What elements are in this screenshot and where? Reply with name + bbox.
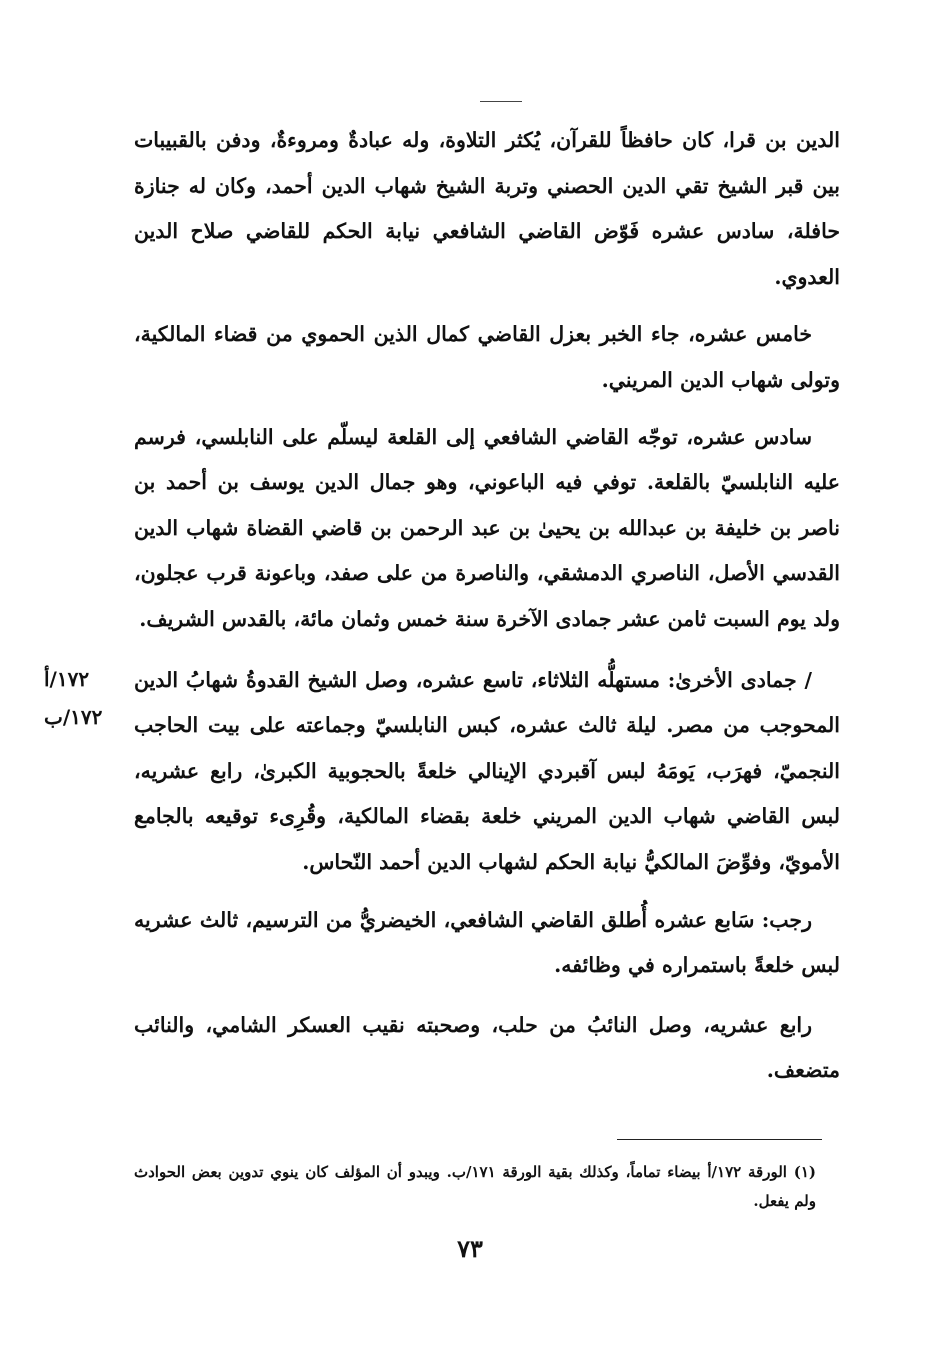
main-text	[134, 118, 840, 1094]
footnote-divider	[617, 1139, 822, 1140]
paragraph-continuation: الدين بن قرا، كان حافظاً للقرآن، يُكثر التلاوة، وله عبادةٌ ومروءةٌ، ودفن بالقبيبات بين قبر الشيخ تقي الدين الحصني وتربة الشيخ شهاب الدين أحمد، وكان له جنازة حافلة، سادس عشره فَوّض القاضي الشافعي نيابة الحكم للقاضي صلاح الدين العدوي.	[134, 128, 840, 289]
paragraph-twenty-fourth: رابع عشريه، وصل النائبُ من حلب، وصحبته نقيب العسكر الشامي، والنائب متضعف.	[134, 1012, 840, 1083]
paragraph-fifteenth: خامس عشره، جاء الخبر بعزل القاضي كمال الذين الحموي من قضاء المالكية، وتولى شهاب الدين المريني.	[134, 322, 840, 392]
folio-marker-b: ١٧٢/ب	[44, 705, 103, 729]
footnote: (١) الورقة ١٧٢/أ بيضاء تماماً، وكذلك بقية الورقة ١٧١/ب. ويبدو أن المؤلف كان ينوي تدوين بعض الحوادث ولم يفعل.	[134, 1163, 816, 1210]
paragraph-sixteenth: سادس عشره، توجّه القاضي الشافعي إلى القلعة ليسلّم على النابلسي، فرسم عليه النابلسيّ بالقلعة. توفي فيه الباعوني، وهو جمال الدين يوسف بن أحمد بن ناصر بن خليفة بن عبدالله بن يحيىٰ بن عبد الرحمن بن قاضي القضاة شهاب الدين القدسي الأصل، الناصري الدمشقي، والناصرة من على صفد، وباعونة قرب عجلون، ولد يوم السبت ثامن عشر جمادى الآخرة سنة خمس وثمان مائة، بالقدس الشريف.	[134, 424, 840, 631]
top-decorative-rule	[480, 101, 522, 102]
page-number: ٧٣	[457, 1234, 483, 1263]
paragraph-rajab: رجب: سَابع عشره أُطلق القاضي الشافعي، الخيضريُّ من الترسيم، ثالث عشريه لبس خلعةً باستمراره في وظائفه.	[134, 907, 840, 978]
paragraph-jumada: / جمادى الأخرىٰ: مستهلُّه الثلاثاء، تاسع عشره، وصل الشيخ القدوةُ شهابُ الدين المحوجب من مصر. ليلة ثالث عشره، كبس النابلسيّ وجماعته على بيت الحاجب النجميّ، فهرَب، يَومَهُ لبس آقبردي الإينالي خلعةً بالحجوبية الكبرىٰ، رابع عشريه، لبس القاضي شهاب الدين المريني خلعة بقضاء المالكية، وقُرِىء توقيعه بالجامع الأمويّ، وفوِّضَ المالكيُّ نيابة الحكم لشهاب الدين أحمد النّحاس.	[134, 667, 840, 874]
folio-marker-a: ١٧٢/أ	[44, 667, 90, 691]
